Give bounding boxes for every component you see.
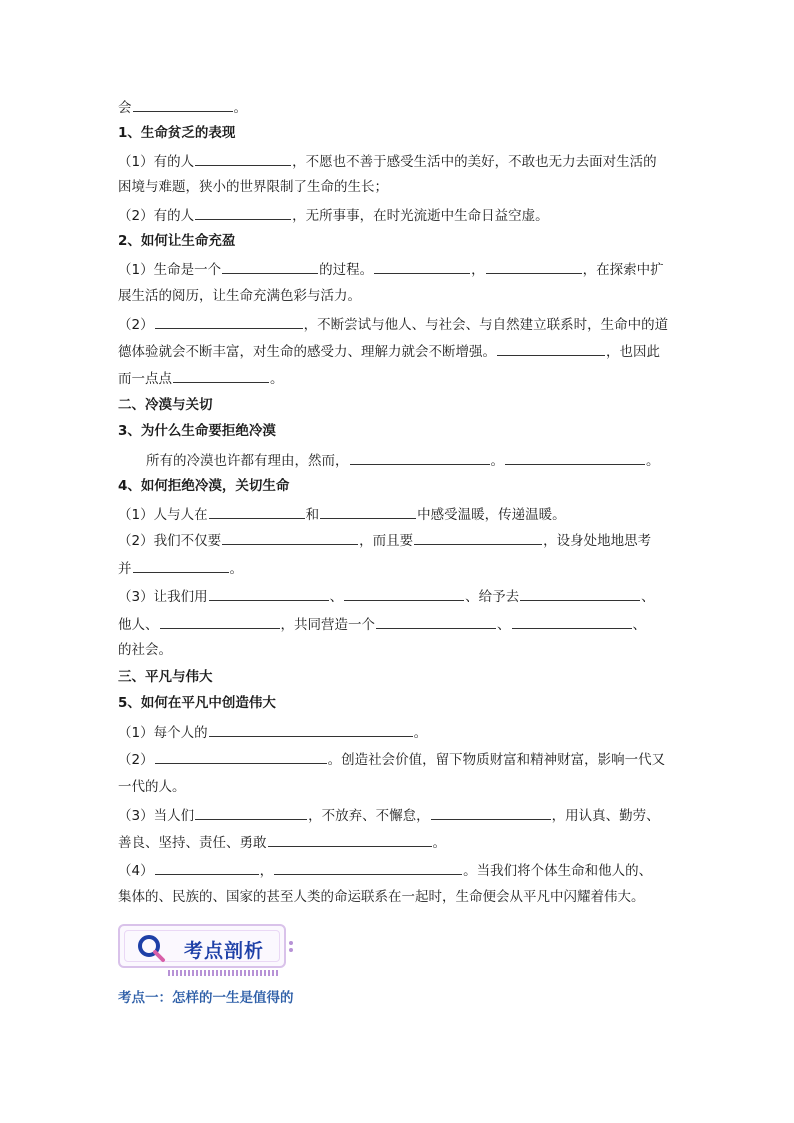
line-text: （2）有的人 xyxy=(118,208,195,224)
fill-in-blank[interactable] xyxy=(209,723,413,737)
worksheet-line xyxy=(118,778,186,796)
line-text: 。 xyxy=(490,453,504,469)
line-text: 会 xyxy=(118,100,132,116)
line-text: 。 xyxy=(432,835,446,851)
line-text: 、 xyxy=(497,617,511,633)
line-text: 和 xyxy=(305,507,320,523)
section-heading xyxy=(118,477,289,495)
line-text: 。 xyxy=(233,100,247,116)
fill-in-blank[interactable] xyxy=(431,806,551,820)
worksheet-line xyxy=(146,451,660,470)
line-text: 的社会。 xyxy=(118,642,172,658)
fill-in-blank[interactable] xyxy=(274,861,462,875)
line-text: 。 xyxy=(413,725,428,741)
fill-in-blank[interactable] xyxy=(209,587,329,601)
fill-in-blank[interactable] xyxy=(520,587,640,601)
fill-in-blank[interactable] xyxy=(195,806,307,820)
line-text: （4） xyxy=(118,863,154,879)
line-text: （3）让我们用 xyxy=(118,589,208,605)
fill-in-blank[interactable] xyxy=(512,615,632,629)
worksheet-line xyxy=(118,206,549,225)
line-text: ， xyxy=(259,863,274,879)
section-heading xyxy=(118,422,276,440)
worksheet-line xyxy=(118,342,660,361)
line-text: 。当我们将个体生命和他人的、 xyxy=(463,863,653,879)
fill-in-blank[interactable] xyxy=(505,451,645,465)
worksheet-line xyxy=(118,806,660,825)
worksheet-line xyxy=(118,315,668,334)
worksheet-line xyxy=(118,98,247,117)
line-text: 所有的冷漠也许都有理由，然而， xyxy=(146,453,349,469)
badge-dots-decoration xyxy=(288,940,294,954)
worksheet-line xyxy=(118,723,427,742)
line-text: 。 xyxy=(229,561,243,577)
fill-in-blank[interactable] xyxy=(350,451,490,465)
fill-in-blank[interactable] xyxy=(155,861,259,875)
worksheet-line xyxy=(118,559,243,578)
section-heading xyxy=(118,396,213,414)
fill-in-blank[interactable] xyxy=(195,206,291,220)
worksheet-line xyxy=(118,641,172,659)
fill-in-blank[interactable] xyxy=(497,342,605,356)
line-text: 、给予去 xyxy=(465,589,520,605)
line-text: 。创造社会价值，留下物质财富和精神财富，影响一代又 xyxy=(327,752,666,768)
worksheet-line xyxy=(118,861,652,880)
section-badge xyxy=(118,924,286,968)
fill-in-blank[interactable] xyxy=(222,260,318,274)
search-icon xyxy=(136,933,166,963)
worksheet-line xyxy=(118,505,566,524)
exam-point-heading: 考点一：怎样的一生是值得的 xyxy=(118,990,294,1006)
fill-in-blank[interactable] xyxy=(222,531,358,545)
line-text: （1）每个人的 xyxy=(118,725,208,741)
fill-in-blank[interactable] xyxy=(374,260,470,274)
fill-in-blank[interactable] xyxy=(320,505,416,519)
line-text: ，而且要 xyxy=(359,533,414,549)
line-text: （1）人与人在 xyxy=(118,507,208,523)
worksheet-line xyxy=(118,260,664,279)
badge-title: 考点剖析 xyxy=(184,940,265,962)
line-text: 一代的人。 xyxy=(118,779,186,795)
fill-in-blank[interactable] xyxy=(160,615,280,629)
line-text: 4、如何拒绝冷漠，关切生命 xyxy=(118,478,290,494)
fill-in-blank[interactable] xyxy=(376,615,496,629)
line-text: ，不断尝试与他人、与社会、与自然建立联系时，生命中的道 xyxy=(303,317,669,333)
line-text: 。 xyxy=(270,371,284,387)
badge-stripes xyxy=(168,970,278,976)
line-text: 5、如何在平凡中创造伟大 xyxy=(118,695,276,711)
line-text: ，共同营造一个 xyxy=(280,617,375,633)
section-heading xyxy=(118,124,235,142)
worksheet-line xyxy=(118,369,284,388)
line-text: ，无所事事，在时光流逝中生命日益空虚。 xyxy=(292,208,549,224)
fill-in-blank[interactable] xyxy=(344,587,464,601)
line-text: ， xyxy=(471,262,485,278)
worksheet-line xyxy=(118,152,657,171)
line-text: ，设身处地地思考 xyxy=(543,533,652,549)
line-text: 并 xyxy=(118,561,132,577)
line-text: ，不放弃、不懈怠， xyxy=(308,808,430,824)
line-text: 德体验就会不断丰富，对生命的感受力、理解力就会不断增强。 xyxy=(118,344,496,360)
line-text: （2） xyxy=(118,752,154,768)
fill-in-blank[interactable] xyxy=(133,98,233,112)
fill-in-blank[interactable] xyxy=(268,833,432,847)
line-text: 困境与难题，狭小的世界限制了生命的生长； xyxy=(118,179,388,195)
line-text: （1）生命是一个 xyxy=(118,262,222,278)
worksheet-line xyxy=(118,531,651,550)
line-text: 三、平凡与伟大 xyxy=(118,669,213,685)
worksheet-line xyxy=(118,833,446,852)
line-text: 1、生命贫乏的表现 xyxy=(118,125,236,141)
line-text: 、 xyxy=(632,617,646,633)
line-text: （3）当人们 xyxy=(118,808,195,824)
fill-in-blank[interactable] xyxy=(155,315,303,329)
line-text: 善良、坚持、责任、勇敢 xyxy=(118,835,267,851)
line-text: （2）我们不仅要 xyxy=(118,533,222,549)
line-text: 他人、 xyxy=(118,617,159,633)
line-text: 二、冷漠与关切 xyxy=(118,397,213,413)
line-text: 的过程。 xyxy=(319,262,374,278)
section-heading xyxy=(118,694,276,712)
fill-in-blank[interactable] xyxy=(209,505,305,519)
section-heading xyxy=(118,232,235,250)
line-text: 、 xyxy=(329,589,344,605)
line-text: （2） xyxy=(118,317,154,333)
worksheet-line xyxy=(118,287,361,305)
line-text: ，在探索中扩 xyxy=(582,262,664,278)
worksheet-line xyxy=(118,888,645,906)
line-text: 2、如何让生命充盈 xyxy=(118,233,236,249)
worksheet-line xyxy=(118,587,655,606)
line-text: 3、为什么生命要拒绝冷漠 xyxy=(118,423,276,439)
fill-in-blank[interactable] xyxy=(414,531,542,545)
fill-in-blank[interactable] xyxy=(173,369,269,383)
line-text: ，用认真、勤劳、 xyxy=(551,808,660,824)
worksheet-line xyxy=(118,178,388,196)
fill-in-blank[interactable] xyxy=(133,559,229,573)
line-text: 。 xyxy=(646,453,660,469)
line-text: 集体的、民族的、国家的甚至人类的命运联系在一起时，生命便会从平凡中闪耀着伟大。 xyxy=(118,889,645,905)
line-text: ，不愿也不善于感受生活中的美好，不敢也无力去面对生活的 xyxy=(292,154,657,170)
fill-in-blank[interactable] xyxy=(195,152,291,166)
line-text: 、 xyxy=(641,589,655,605)
worksheet-line xyxy=(118,615,646,634)
line-text: （1）有的人 xyxy=(118,154,195,170)
fill-in-blank[interactable] xyxy=(486,260,582,274)
line-text: 而一点点 xyxy=(118,371,172,387)
line-text: ，也因此 xyxy=(606,344,660,360)
section-heading xyxy=(118,668,213,686)
line-text: 中感受温暖，传递温暖。 xyxy=(417,507,566,523)
line-text: 展生活的阅历，让生命充满色彩与活力。 xyxy=(118,288,361,304)
worksheet-line xyxy=(118,750,665,769)
fill-in-blank[interactable] xyxy=(155,750,327,764)
